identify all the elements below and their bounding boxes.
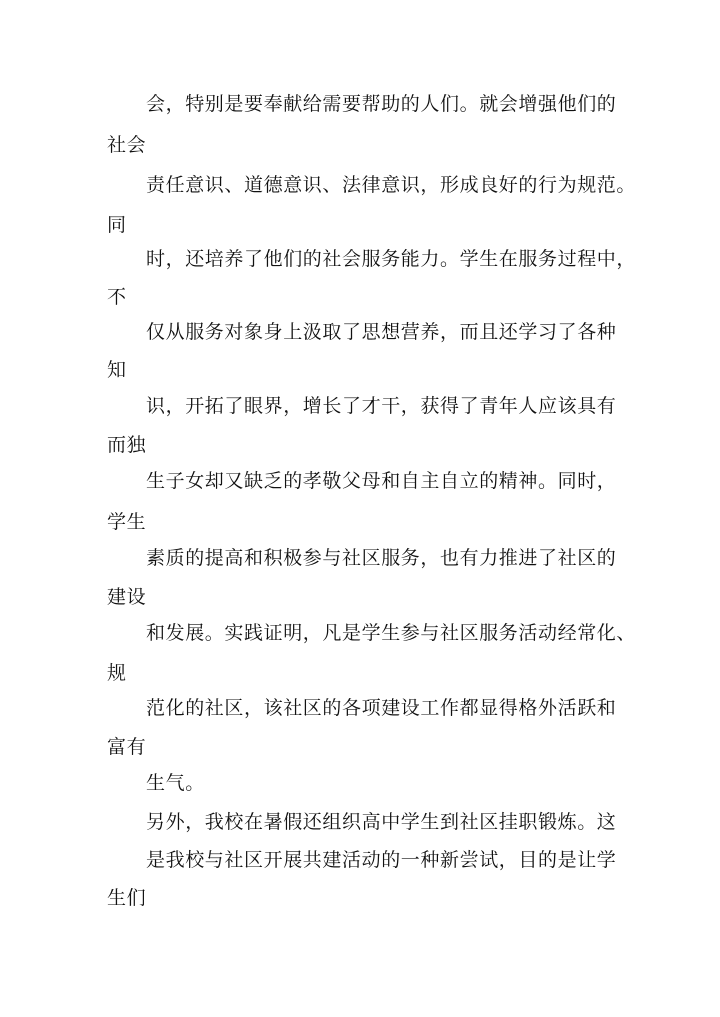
text-line: 生们: [107, 887, 147, 909]
text-line: 会，特别是要奉献给需要帮助的人们。就会增强他们的: [146, 93, 617, 115]
text-line: 不: [107, 286, 127, 308]
text-line: 而独: [107, 434, 147, 456]
text-line: 识，开拓了眼界，增长了才干，获得了青年人应该具有: [146, 395, 617, 417]
text-line: 生子女却又缺乏的孝敬父母和自主自立的精神。同时，: [146, 470, 617, 492]
text-line: 素质的提高和积极参与社区服务，也有力推进了社区的: [146, 547, 617, 569]
text-line: 和发展。实践证明，凡是学生参与社区服务活动经常化、: [146, 622, 637, 644]
text-line: 知: [107, 359, 127, 381]
text-line: 建设: [107, 586, 147, 608]
text-line: 仅从服务对象身上汲取了思想营养，而且还学习了各种: [146, 321, 617, 343]
text-line: 时，还培养了他们的社会服务能力。学生在服务过程中，: [146, 248, 637, 270]
text-line: 范化的社区，该社区的各项建设工作都显得格外活跃和: [146, 697, 617, 719]
text-line: 富有: [107, 736, 147, 758]
text-line: 同: [107, 214, 127, 236]
text-line: 学生: [107, 511, 147, 533]
text-line: 社会: [107, 134, 147, 156]
text-line: 规: [107, 662, 127, 684]
text-line: 责任意识、道德意识、法律意识，形成良好的行为规范。: [146, 174, 637, 196]
text-line: 是我校与社区开展共建活动的一种新尝试，目的是让学: [146, 849, 617, 871]
text-line: 另外，我校在暑假还组织高中学生到社区挂职锻炼。这: [146, 811, 617, 833]
text-line: 生气。: [146, 772, 205, 794]
